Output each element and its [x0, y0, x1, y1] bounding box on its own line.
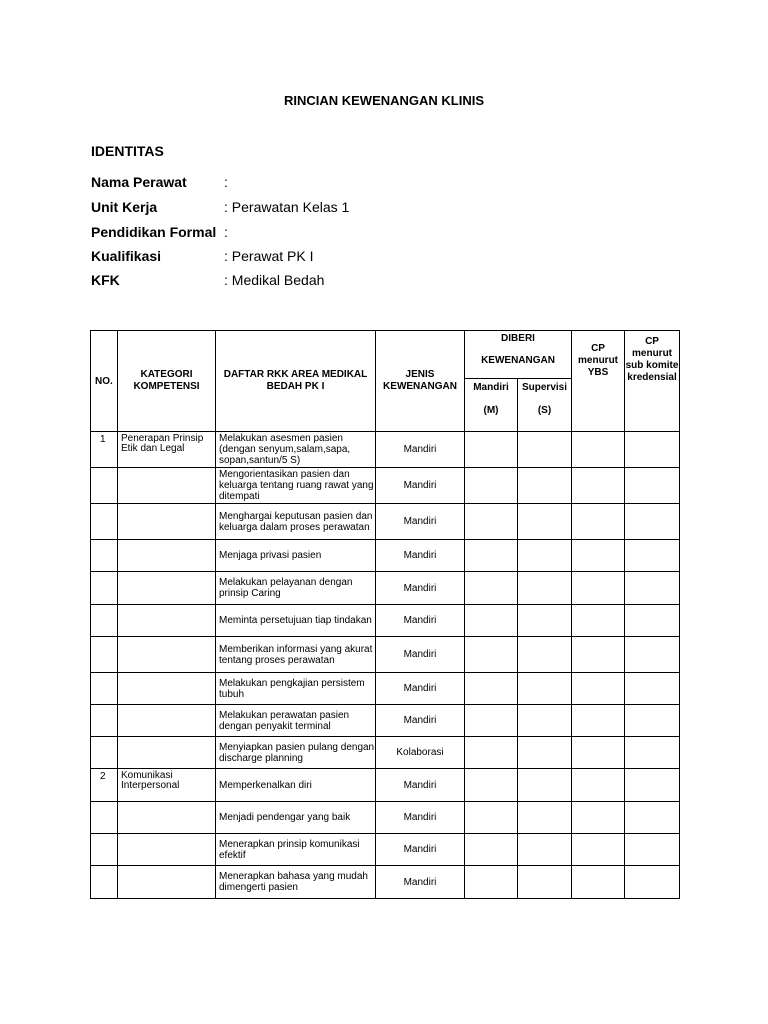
row-description: Melakukan pelayanan dengan prinsip Caring	[216, 572, 376, 605]
header-mandiri-label: Mandiri	[473, 382, 509, 393]
row-jenis-kewenangan: Mandiri	[376, 468, 465, 504]
row-cp-komite-cell	[625, 605, 680, 637]
row-kategori	[118, 468, 216, 504]
field-label: Kualifikasi	[91, 248, 162, 264]
row-number	[91, 834, 118, 866]
row-number	[91, 572, 118, 605]
row-cp-ybs-cell	[572, 468, 625, 504]
row-cp-komite-cell	[625, 572, 680, 605]
row-kategori	[118, 572, 216, 605]
row-mandiri-cell	[465, 834, 518, 866]
header-no: NO.	[91, 331, 118, 432]
row-number	[91, 802, 118, 834]
row-supervisi-cell	[518, 637, 572, 673]
row-kategori	[118, 866, 216, 899]
row-jenis-kewenangan: Mandiri	[376, 705, 465, 737]
header-cp-komite: CP menurut sub komite kredensial	[625, 331, 680, 432]
row-number	[91, 605, 118, 637]
row-description: Melakukan pengkajian persistem tubuh	[216, 673, 376, 705]
row-jenis-kewenangan: Mandiri	[376, 769, 465, 802]
row-kategori	[118, 605, 216, 637]
row-cp-komite-cell	[625, 737, 680, 769]
row-cp-ybs-cell	[572, 504, 625, 540]
table-row	[91, 432, 680, 468]
table-row	[91, 605, 680, 637]
row-number: 1	[91, 432, 118, 468]
row-number	[91, 737, 118, 769]
row-cp-ybs-cell	[572, 572, 625, 605]
row-number	[91, 637, 118, 673]
row-jenis-kewenangan: Mandiri	[376, 673, 465, 705]
row-cp-ybs-cell	[572, 432, 625, 468]
row-mandiri-cell	[465, 572, 518, 605]
field-label: Unit Kerja	[91, 199, 158, 215]
row-mandiri-cell	[465, 605, 518, 637]
row-supervisi-cell	[518, 572, 572, 605]
row-jenis-kewenangan: Mandiri	[376, 504, 465, 540]
row-kategori: Penerapan Prinsip Etik dan Legal	[118, 432, 216, 468]
row-cp-ybs-cell	[572, 802, 625, 834]
row-mandiri-cell	[465, 468, 518, 504]
row-cp-ybs-cell	[572, 540, 625, 572]
row-mandiri-cell	[465, 737, 518, 769]
row-cp-komite-cell	[625, 802, 680, 834]
row-kategori	[118, 637, 216, 673]
row-description: Memberikan informasi yang akurat tentang proses perawatan	[216, 637, 376, 673]
row-cp-ybs-cell	[572, 705, 625, 737]
table-row	[91, 572, 680, 605]
row-description: Menghargai keputusan pasien dan keluarga dalam proses perawatan	[216, 504, 376, 540]
table-row	[91, 802, 680, 834]
table-row	[91, 737, 680, 769]
table-row	[91, 468, 680, 504]
row-cp-komite-cell	[625, 769, 680, 802]
row-jenis-kewenangan: Mandiri	[376, 637, 465, 673]
row-cp-ybs-cell	[572, 834, 625, 866]
field-value: :	[224, 174, 228, 190]
row-kategori	[118, 802, 216, 834]
row-jenis-kewenangan: Mandiri	[376, 802, 465, 834]
row-description: Menjaga privasi pasien	[216, 540, 376, 572]
row-jenis-kewenangan: Kolaborasi	[376, 737, 465, 769]
header-supervisi-label: Supervisi	[521, 382, 568, 393]
table-row	[91, 504, 680, 540]
row-mandiri-cell	[465, 705, 518, 737]
row-mandiri-cell	[465, 504, 518, 540]
row-description: Melakukan asesmen pasien (dengan senyum,salam,sapa, sopan,santun/5 S)	[216, 432, 376, 468]
row-description: Mengorientasikan pasien dan keluarga tentang ruang rawat yang ditempati	[216, 468, 376, 504]
table-row	[91, 673, 680, 705]
header-mandiri-code: (M)	[483, 405, 499, 416]
header-supervisi-code: (S)	[537, 405, 552, 416]
header-diberi-kewenangan	[465, 331, 572, 379]
row-number	[91, 468, 118, 504]
row-cp-ybs-cell	[572, 866, 625, 899]
table-row	[91, 769, 680, 802]
row-supervisi-cell	[518, 673, 572, 705]
row-cp-komite-cell	[625, 504, 680, 540]
row-supervisi-cell	[518, 540, 572, 572]
row-description: Menerapkan bahasa yang mudah dimengerti pasien	[216, 866, 376, 899]
row-description: Menerapkan prinsip komunikasi efektif	[216, 834, 376, 866]
field-label: KFK	[91, 272, 120, 288]
rkk-table-body	[91, 432, 680, 899]
row-supervisi-cell	[518, 802, 572, 834]
header-diberi-line2: KEWENANGAN	[481, 355, 555, 366]
row-jenis-kewenangan: Mandiri	[376, 834, 465, 866]
row-mandiri-cell	[465, 432, 518, 468]
table-row	[91, 540, 680, 572]
header-cp-ybs: CP menurut YBS	[572, 331, 625, 432]
row-mandiri-cell	[465, 540, 518, 572]
identitas-heading: IDENTITAS	[91, 143, 164, 159]
table-row	[91, 834, 680, 866]
row-number	[91, 540, 118, 572]
row-cp-ybs-cell	[572, 605, 625, 637]
header-diberi-line1: DIBERI	[501, 333, 535, 344]
table-row	[91, 705, 680, 737]
row-cp-ybs-cell	[572, 769, 625, 802]
header-daftar: DAFTAR RKK AREA MEDIKAL BEDAH PK I	[216, 331, 376, 432]
field-label: Nama Perawat	[91, 174, 187, 190]
row-description: Menyiapkan pasien pulang dengan discharge planning	[216, 737, 376, 769]
row-number	[91, 866, 118, 899]
row-cp-komite-cell	[625, 468, 680, 504]
row-jenis-kewenangan: Mandiri	[376, 540, 465, 572]
row-jenis-kewenangan: Mandiri	[376, 866, 465, 899]
row-jenis-kewenangan: Mandiri	[376, 572, 465, 605]
row-supervisi-cell	[518, 737, 572, 769]
row-mandiri-cell	[465, 673, 518, 705]
field-value: :	[224, 224, 228, 240]
row-kategori	[118, 737, 216, 769]
row-kategori	[118, 834, 216, 866]
row-supervisi-cell	[518, 834, 572, 866]
header-supervisi	[518, 379, 572, 432]
document-title: RINCIAN KEWENANGAN KLINIS	[283, 93, 485, 108]
row-kategori	[118, 504, 216, 540]
field-value: : Perawatan Kelas 1	[224, 199, 350, 215]
row-mandiri-cell	[465, 769, 518, 802]
row-mandiri-cell	[465, 637, 518, 673]
field-value: : Perawat PK I	[224, 248, 314, 264]
row-kategori: Komunikasi Interpersonal	[118, 769, 216, 802]
row-cp-komite-cell	[625, 540, 680, 572]
row-supervisi-cell	[518, 468, 572, 504]
row-description: Melakukan perawatan pasien dengan penyakit terminal	[216, 705, 376, 737]
row-mandiri-cell	[465, 802, 518, 834]
row-cp-ybs-cell	[572, 637, 625, 673]
row-number: 2	[91, 769, 118, 802]
row-cp-komite-cell	[625, 432, 680, 468]
row-supervisi-cell	[518, 605, 572, 637]
row-cp-komite-cell	[625, 866, 680, 899]
row-supervisi-cell	[518, 769, 572, 802]
row-mandiri-cell	[465, 866, 518, 899]
field-label: Pendidikan Formal	[91, 224, 217, 240]
row-jenis-kewenangan: Mandiri	[376, 432, 465, 468]
row-description: Memperkenalkan diri	[216, 769, 376, 802]
header-kategori: KATEGORI KOMPETENSI	[118, 331, 216, 432]
row-supervisi-cell	[518, 705, 572, 737]
row-number	[91, 705, 118, 737]
row-cp-komite-cell	[625, 673, 680, 705]
row-supervisi-cell	[518, 504, 572, 540]
row-cp-ybs-cell	[572, 737, 625, 769]
row-cp-komite-cell	[625, 705, 680, 737]
row-cp-komite-cell	[625, 637, 680, 673]
row-number	[91, 504, 118, 540]
header-mandiri	[465, 379, 518, 432]
row-kategori	[118, 705, 216, 737]
row-cp-komite-cell	[625, 834, 680, 866]
row-supervisi-cell	[518, 866, 572, 899]
row-number	[91, 673, 118, 705]
row-kategori	[118, 540, 216, 572]
rkk-table	[90, 330, 680, 899]
table-row	[91, 637, 680, 673]
table-row	[91, 866, 680, 899]
row-jenis-kewenangan: Mandiri	[376, 605, 465, 637]
row-description: Meminta persetujuan tiap tindakan	[216, 605, 376, 637]
header-jenis: JENIS KEWENANGAN	[376, 331, 465, 432]
row-supervisi-cell	[518, 432, 572, 468]
row-cp-ybs-cell	[572, 673, 625, 705]
row-kategori	[118, 673, 216, 705]
row-description: Menjadi pendengar yang baik	[216, 802, 376, 834]
field-value: : Medikal Bedah	[224, 272, 325, 288]
